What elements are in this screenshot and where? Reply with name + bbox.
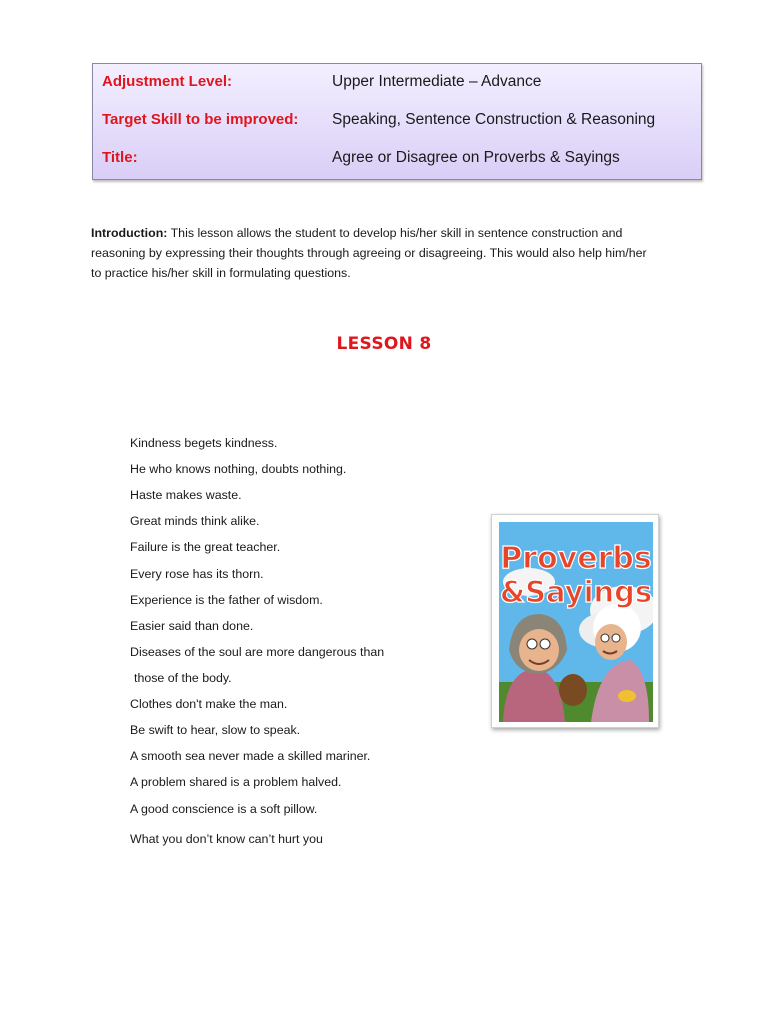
illustration-title-line-1: Proverbs	[500, 541, 652, 576]
list-item-text: Clothes don't make the man.	[130, 697, 288, 711]
right-woman-face	[595, 624, 627, 660]
list-item-text: Every rose has its thorn.	[130, 567, 264, 581]
list-item-text: Easier said than done.	[130, 619, 254, 633]
list-item-text: What you don’t know can’t hurt you	[130, 832, 323, 846]
intro-line-3: to practice his/her skill in formulating questions.	[91, 266, 351, 280]
list-item-text: A problem shared is a problem halved.	[130, 775, 342, 789]
list-item-text: Failure is the great teacher.	[130, 540, 281, 554]
list-item-text: Be swift to hear, slow to speak.	[130, 723, 301, 737]
right-woman-eye	[601, 634, 609, 642]
pet-creature	[559, 674, 587, 706]
adjustment-level-label: Adjustment Level:	[102, 73, 233, 90]
proverbs-sayings-illustration	[491, 514, 659, 728]
left-woman-eye	[540, 639, 550, 649]
intro-label: Introduction:	[91, 226, 168, 240]
list-item-text: A good conscience is a soft pillow.	[130, 802, 318, 816]
list-item-text: He who knows nothing, doubts nothing.	[130, 462, 347, 476]
list-item-text: Haste makes waste.	[130, 488, 242, 502]
list-item-text: Diseases of the soul are more dangerous than	[130, 645, 385, 659]
illustration-title-line-2: &Sayings	[499, 575, 653, 609]
left-woman-eye	[527, 639, 537, 649]
list-item-text: A smooth sea never made a skilled mariner.	[130, 749, 371, 763]
intro-line-2: reasoning by expressing their thoughts through agreeing or disagreeing. This would also help him/her	[91, 246, 647, 260]
target-skill-label: Target Skill to be improved:	[102, 111, 299, 128]
target-skill-value: Speaking, Sentence Construction & Reasoning	[332, 111, 656, 128]
title-value: Agree or Disagree on Proverbs & Sayings	[332, 149, 620, 166]
title-label: Title:	[102, 149, 138, 166]
list-item-text: Experience is the father of wisdom.	[130, 593, 323, 607]
list-item-text: Kindness begets kindness.	[130, 436, 278, 450]
right-woman-eye	[612, 634, 620, 642]
list-item-text: Great minds think alike.	[130, 514, 260, 528]
list-item-continuation: those of the body.	[134, 671, 232, 685]
illustration-artwork	[499, 522, 653, 722]
small-bird	[618, 690, 636, 702]
intro-text-1: This lesson allows the student to develop his/her skill in sentence construction and	[167, 226, 623, 240]
lesson-heading: LESSON 8	[336, 334, 432, 354]
adjustment-level-value: Upper Intermediate – Advance	[332, 73, 542, 90]
